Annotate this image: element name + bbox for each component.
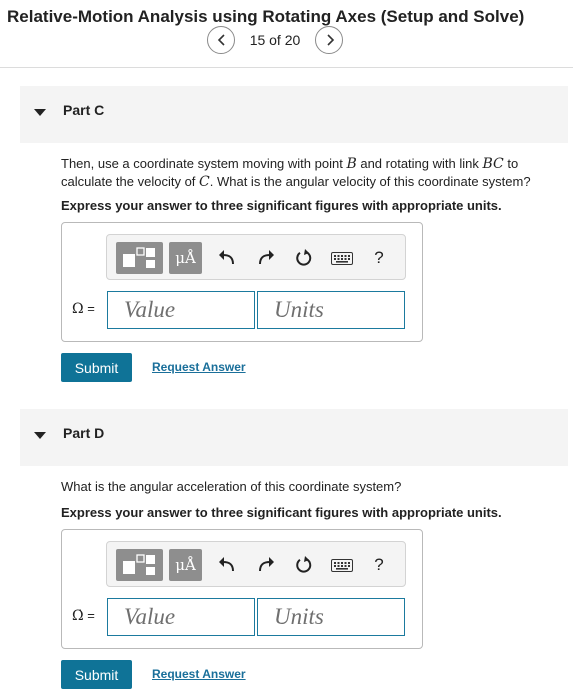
- template-icon: [116, 549, 163, 581]
- pager: [0, 26, 573, 54]
- part-d-question: What is the angular acceleration of this coordinate system?: [61, 479, 402, 494]
- help-icon: ?: [374, 248, 384, 267]
- caret-down-icon[interactable]: [34, 109, 46, 117]
- undo-icon: [217, 248, 237, 268]
- reset-button[interactable]: [291, 242, 317, 274]
- part-c-answer-box: [61, 222, 423, 342]
- redo-button[interactable]: [253, 549, 279, 581]
- keyboard-button[interactable]: [327, 242, 357, 274]
- part-c-question: [61, 155, 551, 191]
- part-d-answer-box: [61, 529, 423, 649]
- keyboard-icon: [331, 252, 353, 265]
- variable-symbol: Ω: [72, 301, 84, 317]
- question-text: . What is the angular velocity of this coordinate system?: [209, 174, 531, 189]
- variable-label: [72, 301, 95, 317]
- value-input[interactable]: [107, 598, 255, 636]
- template-button[interactable]: [116, 549, 163, 581]
- variable-label: [72, 608, 95, 624]
- math-point-c: C: [199, 174, 210, 190]
- next-button[interactable]: [315, 26, 343, 54]
- template-button[interactable]: [116, 242, 163, 274]
- previous-button[interactable]: [207, 26, 235, 54]
- redo-icon: [256, 555, 276, 575]
- header: [0, 0, 573, 68]
- math-toolbar: [106, 234, 406, 280]
- help-button[interactable]: [369, 549, 389, 581]
- part-d-label: Part D: [63, 425, 105, 441]
- question-text: to calculate the velocity of: [61, 156, 519, 189]
- part-c-instruction: Express your answer to three significant figures with appropriate units.: [61, 198, 502, 213]
- units-input[interactable]: [257, 598, 405, 636]
- part-d-instruction: Express your answer to three significant figures with appropriate units.: [61, 505, 502, 520]
- units-icon: μÅ: [175, 249, 196, 267]
- part-c-header[interactable]: [20, 86, 568, 143]
- keyboard-icon: [331, 559, 353, 572]
- math-toolbar: [106, 541, 406, 587]
- question-text: and rotating with link: [356, 156, 483, 171]
- help-icon: ?: [374, 555, 384, 574]
- caret-down-icon[interactable]: [34, 432, 46, 440]
- question-text: Then, use a coordinate system moving with point: [61, 156, 347, 171]
- part-d-submit-button[interactable]: Submit: [61, 660, 132, 689]
- undo-icon: [217, 555, 237, 575]
- chevron-left-icon: [216, 34, 228, 46]
- units-icon: μÅ: [175, 556, 196, 574]
- part-d-request-answer-link[interactable]: Request Answer: [152, 667, 246, 681]
- equals-sign: =: [83, 301, 95, 316]
- undo-button[interactable]: [214, 549, 240, 581]
- reset-icon: [294, 248, 314, 268]
- variable-symbol: Ω̇: [72, 608, 84, 624]
- chevron-right-icon: [324, 34, 336, 46]
- units-button[interactable]: [169, 242, 202, 274]
- math-link-bc: BC: [482, 156, 504, 172]
- value-input[interactable]: [107, 291, 255, 329]
- keyboard-button[interactable]: [327, 549, 357, 581]
- page-count: 15 of 20: [249, 32, 301, 48]
- units-button[interactable]: [169, 549, 202, 581]
- undo-button[interactable]: [214, 242, 240, 274]
- units-input[interactable]: [257, 291, 405, 329]
- redo-button[interactable]: [253, 242, 279, 274]
- part-c-label: Part C: [63, 102, 105, 118]
- redo-icon: [256, 248, 276, 268]
- part-d-header[interactable]: [20, 409, 568, 466]
- reset-icon: [294, 555, 314, 575]
- template-icon: [116, 242, 163, 274]
- part-c-submit-button[interactable]: Submit: [61, 353, 132, 382]
- part-c-request-answer-link[interactable]: Request Answer: [152, 360, 246, 374]
- help-button[interactable]: [369, 242, 389, 274]
- math-point-b: B: [346, 156, 357, 172]
- reset-button[interactable]: [291, 549, 317, 581]
- equals-sign: =: [83, 608, 95, 623]
- page-title: Relative-Motion Analysis using Rotating Axes (Setup and Solve): [7, 7, 525, 26]
